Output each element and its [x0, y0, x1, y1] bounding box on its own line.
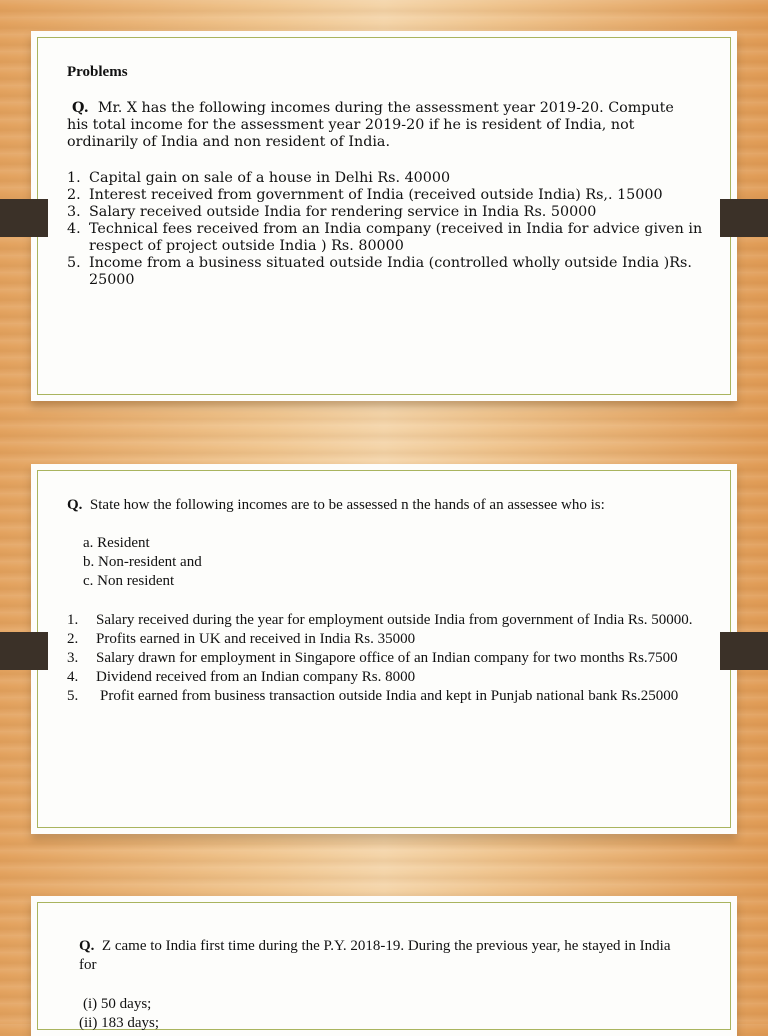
list-number: 5.	[67, 255, 81, 271]
list-text: Income from a business situated outside India (controlled wholly outside India )Rs. 25000	[89, 255, 692, 288]
list-text: Salary received during the year for employment outside India from government of India Rs. 50000.	[96, 612, 693, 628]
slide-2	[31, 464, 737, 834]
income-list	[67, 170, 707, 289]
list-number: 1.	[67, 170, 81, 186]
list-text: Capital gain on sale of a house in Delhi Rs. 40000	[89, 170, 451, 186]
list-number: 2.	[67, 187, 81, 203]
list-text: Salary drawn for employment in Singapore office of an Indian company for two months Rs.7500	[96, 650, 678, 666]
list-text: Salary received outside India for rendering service in India Rs. 50000	[89, 204, 597, 220]
list-item	[67, 668, 707, 687]
question-marker: Q.	[67, 497, 83, 513]
list-item	[67, 611, 707, 630]
list-item	[67, 649, 707, 668]
assessee-type-list	[83, 534, 202, 591]
slide-1	[31, 31, 737, 401]
list-item: a. Resident	[83, 535, 150, 551]
slide-3	[31, 896, 737, 1036]
list-item: (i) 50 days;	[83, 996, 152, 1012]
question-text	[67, 496, 707, 515]
list-item	[67, 170, 707, 187]
slide-heading: Problems	[67, 64, 128, 80]
list-item	[67, 187, 707, 204]
list-number: 5.	[67, 688, 79, 704]
list-number: 1.	[67, 612, 79, 628]
list-item: (ii) 183 days;	[79, 1015, 159, 1031]
list-item	[67, 204, 707, 221]
list-text: Technical fees received from an India company (received in India for advice given in respect of project outside India ) Rs. 80000	[89, 221, 703, 254]
list-text: Profits earned in UK and received in India Rs. 35000	[96, 631, 416, 647]
list-item	[67, 687, 707, 706]
list-text: Interest received from government of India (received outside India) Rs,. 15000	[89, 187, 663, 203]
list-item	[67, 630, 707, 649]
question-body: Mr. X has the following incomes during the assessment year 2019-20. Compute his total income for the assessment year 2019-20 if he is resident of India, not ordinarily of India and non resident of India.	[67, 100, 674, 150]
question-marker: Q.	[79, 938, 95, 954]
question-body: State how the following incomes are to be assessed n the hands of an assessee who is:	[89, 497, 605, 513]
list-number: 4.	[67, 221, 81, 237]
list-item: b. Non-resident and	[83, 554, 202, 570]
stay-duration-list	[79, 995, 159, 1033]
list-number: 3.	[67, 204, 81, 220]
slide-tab-left	[0, 199, 48, 237]
question-marker: Q.	[72, 100, 89, 116]
question-text	[79, 937, 689, 975]
list-text: Dividend received from an Indian company Rs. 8000	[96, 669, 416, 685]
income-list	[67, 611, 707, 706]
list-item: c. Non resident	[83, 573, 175, 589]
slide-tab-right	[720, 632, 768, 670]
question-body: Z came to India first time during the P.Y. 2018-19. During the previous year, he stayed in India for	[79, 938, 671, 973]
slide-tab-left	[0, 632, 48, 670]
question-text	[67, 100, 697, 151]
list-text: Profit earned from business transaction outside India and kept in Punjab national bank Rs.25000	[100, 688, 679, 704]
list-item	[67, 221, 707, 255]
list-item	[67, 255, 707, 289]
list-number: 2.	[67, 631, 79, 647]
list-number: 4.	[67, 669, 79, 685]
slide-tab-right	[720, 199, 768, 237]
list-number: 3.	[67, 650, 79, 666]
